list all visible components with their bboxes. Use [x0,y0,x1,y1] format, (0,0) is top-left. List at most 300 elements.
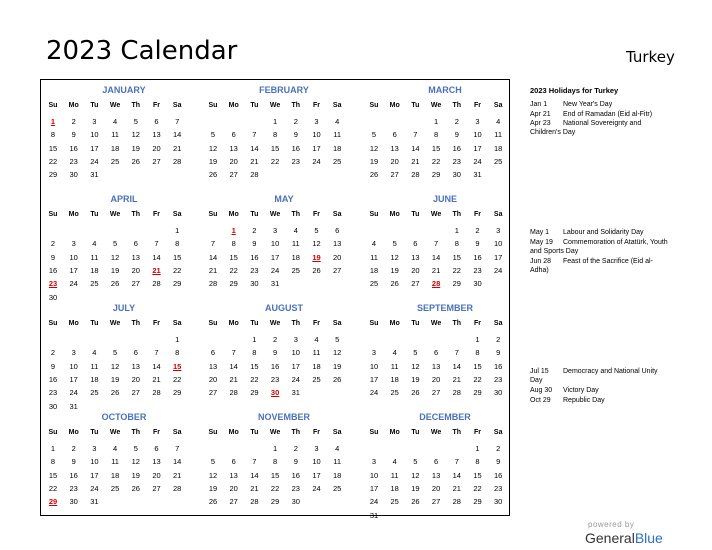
calendar-day: 23 [69,483,78,493]
calendar-day: 18 [494,143,503,153]
month-title: JUNE [432,194,457,204]
calendar-day: 13 [229,470,238,480]
calendar-day: 12 [208,470,218,480]
calendar-day: 8 [50,457,56,467]
calendar-day: 30 [494,497,503,507]
calendar-day: 17 [494,252,503,262]
calendar-day: 30 [250,279,259,289]
calendar-day: 2 [273,335,278,344]
calendar-day: 31 [90,497,99,507]
calendar-day: 20 [152,470,161,480]
weekday-header: We [430,211,442,218]
weekday-header: Su [369,102,379,109]
calendar-day: 24 [312,483,321,493]
calendar-day: 22 [48,156,58,166]
calendar-day: 19 [411,483,420,493]
calendar-day: 6 [413,239,418,249]
calendar-day: 23 [48,388,58,398]
calendar-day: 14 [452,470,461,480]
calendar-day: 26 [333,374,342,384]
calendar-day: 22 [48,483,58,493]
calendar-day: 24 [494,265,503,275]
calendar-day: 7 [413,130,418,140]
month-title: AUGUST [265,303,303,313]
calendar-day: 11 [390,470,399,480]
calendar-day: 24 [90,483,99,493]
calendar-day: 12 [333,348,342,358]
calendar-day: 4 [92,239,97,249]
weekday-header: Su [369,211,379,218]
calendar-day: 4 [314,335,319,344]
calendar-day: 22 [250,374,259,384]
calendar-day: 6 [154,117,159,126]
calendar-day: 14 [452,361,461,371]
calendar-day: 31 [69,401,78,411]
weekday-header: Th [452,320,462,327]
calendar-day: 2 [496,335,501,344]
weekday-header: Tu [411,320,420,327]
calendar-day: 20 [229,483,238,493]
weekday-header: Su [369,320,379,327]
calendar-day: 22 [431,156,441,166]
month-december [370,412,520,520]
month-title: JULY [112,303,136,313]
weekday-header: Th [452,211,462,218]
weekday-header: We [430,429,442,436]
holiday-entry [530,238,670,256]
calendar-day: 15 [473,361,482,371]
weekday-header: Th [452,102,462,109]
calendar-day: 5 [210,130,216,140]
weekday-header: Tu [90,211,99,218]
holiday-name: Victory Day [563,387,599,395]
month-august [209,303,359,411]
calendar-day: 30 [48,292,58,302]
calendar-day: 28 [173,156,182,166]
calendar-day: 3 [71,239,76,249]
holiday-day: 21 [152,265,161,275]
calendar-day: 20 [152,143,161,153]
calendar-day: 24 [369,388,379,398]
calendar-day: 2 [496,444,501,453]
weekday-header: Tu [250,102,259,109]
calendar-day: 1 [252,335,257,344]
calendar-day: 17 [312,143,321,153]
weekday-header: Th [291,102,301,109]
holiday-date: Aug 30 [530,387,553,395]
calendar-day: 13 [152,457,161,467]
calendar-day: 17 [312,470,321,480]
calendar-day: 11 [111,457,119,467]
calendar-day: 6 [133,348,138,358]
calendar-day: 27 [431,497,441,507]
calendar-day: 25 [90,279,99,289]
calendar-day: 15 [229,252,238,262]
calendar-day: 16 [250,252,259,262]
calendar-day: 11 [494,130,503,140]
calendar-day: 14 [229,361,238,371]
holiday-day: 1 [50,117,56,126]
calendar-day: 15 [250,361,259,371]
holiday-day: 19 [312,252,321,262]
holiday-name: Labour and Solidarity Day [563,229,644,236]
calendar-day: 23 [494,483,503,493]
calendar-day: 13 [208,361,218,371]
calendar-day: 26 [208,170,218,180]
calendar-day: 1 [175,226,180,235]
calendar-day: 19 [110,265,120,275]
month-title: OCTOBER [101,412,147,422]
calendar-day: 3 [71,348,76,358]
calendar-day: 10 [90,130,99,140]
calendar-day: 9 [50,252,56,262]
calendar-day: 10 [291,348,300,358]
calendar-day: 31 [369,510,379,520]
calendar-day: 14 [152,361,161,371]
weekday-header: Su [208,320,218,327]
holiday-day: 30 [270,388,280,398]
calendar-day: 18 [110,143,120,153]
weekday-header: Fr [474,211,481,218]
calendar-day: 29 [250,388,259,398]
calendar-day: 16 [291,143,300,153]
weekday-header: Tu [411,429,420,436]
calendar-day: 31 [270,279,280,289]
calendar-day: 3 [371,457,377,467]
weekday-header: Mo [228,102,239,109]
calendar-day: 17 [69,265,78,275]
weekday-header: Tu [250,320,259,327]
calendar-day: 2 [293,444,298,453]
calendar-day: 28 [250,497,259,507]
calendar-day: 21 [152,374,161,384]
calendar-day: 7 [252,130,257,140]
calendar-day: 25 [390,497,399,507]
holiday-name: Feast of the Sacrifice (Eid al-Adha) [530,257,653,274]
calendar-day: 13 [229,143,238,153]
calendar-day: 13 [431,361,441,371]
month-september [370,303,520,411]
calendar-day: 18 [390,374,399,384]
calendar-day: 21 [452,483,461,493]
calendar-day: 13 [131,252,140,262]
calendar-day: 28 [250,170,259,180]
calendar-day: 16 [48,265,58,275]
weekday-header: Th [291,211,301,218]
calendar-day: 20 [411,265,420,275]
calendar-day: 4 [371,239,377,249]
weekday-header: Th [291,320,301,327]
holiday-name: End of Ramadan (Eid al-Fitr) [563,110,653,118]
calendar-day: 22 [270,483,280,493]
calendar-day: 8 [434,130,439,140]
calendar-day: 9 [496,457,501,467]
calendar-day: 30 [69,497,78,507]
calendar-day: 9 [252,239,257,249]
holiday-day: 15 [173,361,182,371]
calendar-day: 1 [175,335,180,344]
month-may [209,194,359,302]
calendar-day: 29 [431,170,441,180]
calendar-day: 12 [131,457,140,467]
calendar-day: 19 [333,361,342,371]
calendar-day: 25 [110,483,120,493]
calendar-day: 5 [392,239,397,249]
calendar-day: 25 [494,156,503,166]
calendar-day: 15 [173,252,182,262]
calendar-day: 23 [250,265,259,275]
calendar-day: 12 [411,361,420,371]
calendar-day: 9 [454,130,459,140]
calendar-day: 25 [291,265,300,275]
month-title: JANUARY [102,85,146,95]
page-title: 2023 Calendar [46,36,238,66]
calendar-day: 28 [173,483,182,493]
calendar-day: 10 [312,457,321,467]
calendar-day: 21 [411,156,420,166]
calendar-day: 3 [496,226,501,235]
weekday-header: Mo [68,429,79,436]
calendar-day: 7 [175,117,180,126]
weekday-header: Su [208,102,218,109]
calendar-day: 9 [293,457,298,467]
calendar-day: 27 [229,497,238,507]
calendar-day: 25 [390,388,399,398]
calendar-day: 18 [312,361,321,371]
weekday-header: Mo [228,211,239,218]
calendar-day: 8 [475,348,480,358]
month-april [49,194,199,302]
calendar-day: 5 [413,348,418,358]
calendar-day: 6 [434,457,439,467]
calendar-day: 26 [110,279,120,289]
calendar-day: 18 [110,470,120,480]
weekday-header: Fr [474,320,481,327]
brand-blue: Blue [634,530,663,546]
holiday-entry [530,386,670,395]
calendar-day: 27 [152,156,161,166]
calendar-day: 11 [90,361,99,371]
weekday-header: Su [48,429,58,436]
calendar-day: 5 [371,130,377,140]
holiday-date: Apr 21 [530,110,551,118]
brand-general: General [585,530,635,546]
calendar-day: 28 [152,388,161,398]
month-title: DECEMBER [419,412,471,422]
weekday-header: Sa [493,102,503,109]
weekday-header: We [430,102,442,109]
calendar-day: 8 [175,348,180,358]
calendar-day: 4 [392,348,397,358]
calendar-day: 2 [454,117,459,126]
calendar-day: 23 [291,483,300,493]
calendar-day: 9 [71,130,76,140]
weekday-header: Tu [90,102,99,109]
calendar-day: 24 [369,497,379,507]
calendar-day: 24 [270,265,280,275]
month-title: MAY [274,194,294,204]
calendar-day: 17 [90,470,99,480]
calendar-day: 3 [314,117,319,126]
weekday-header: Su [208,429,218,436]
calendar-day: 15 [431,143,441,153]
calendar-day: 4 [392,457,397,467]
weekday-header: We [269,320,281,327]
calendar-day: 12 [411,470,420,480]
calendar-day: 21 [229,374,238,384]
calendar-day: 16 [494,361,503,371]
weekday-header: We [269,429,281,436]
calendar-day: 16 [473,252,482,262]
calendar-day: 9 [475,239,480,249]
holiday-entry [530,228,670,237]
weekday-header: Su [369,429,379,436]
calendar-day: 25 [110,156,120,166]
calendar-day: 7 [231,348,236,358]
weekday-header: Sa [172,429,182,436]
calendar-day: 14 [250,143,259,153]
calendar-day: 3 [475,117,480,126]
calendar-day: 6 [133,239,138,249]
calendar-day: 7 [154,348,159,358]
calendar-day: 22 [229,265,238,275]
calendar-day: 29 [173,279,182,289]
holiday-entry [530,396,670,405]
calendar-day: 30 [69,170,78,180]
calendar-day: 13 [390,143,399,153]
calendar-day: 12 [369,143,379,153]
calendar-day: 23 [494,374,503,384]
weekday-header: Mo [389,102,400,109]
weekday-header: Th [131,102,141,109]
calendar-day: 5 [210,457,216,467]
calendar-day: 13 [333,239,342,249]
calendar-day: 29 [270,497,280,507]
weekday-header: We [109,320,121,327]
calendar-day: 3 [273,226,278,235]
calendar-day: 7 [454,348,459,358]
holiday-day: 23 [48,279,58,289]
holiday-name: New Year's Day [563,101,613,108]
calendar-day: 6 [434,348,439,358]
calendar-day: 2 [252,226,257,235]
holiday-day: 29 [48,497,58,507]
calendar-day: 23 [452,156,461,166]
weekday-header: Sa [493,429,503,436]
calendar-day: 16 [69,470,78,480]
calendar-day: 28 [208,279,218,289]
weekday-header: Sa [332,429,342,436]
calendar-day: 22 [270,156,280,166]
calendar-day: 28 [411,170,420,180]
weekday-header: We [269,102,281,109]
weekday-header: Th [452,429,462,436]
brand-logo[interactable] [585,530,663,546]
calendar-day: 13 [431,470,441,480]
calendar-day: 22 [473,374,482,384]
holiday-name: National Sovereignty and Children's Day [530,120,642,137]
calendar-day: 29 [48,170,58,180]
calendar-day: 30 [473,279,482,289]
calendar-day: 4 [293,226,298,235]
calendar-day: 2 [71,117,76,126]
weekday-header: Mo [389,211,400,218]
calendar-day: 20 [431,483,441,493]
holiday-name: Republic Day [563,396,605,404]
calendar-day: 4 [496,117,501,126]
weekday-header: Fr [313,320,320,327]
calendar-day: 4 [113,117,118,126]
calendar-day: 4 [113,444,118,453]
calendar-day: 7 [210,239,216,249]
calendar-day: 9 [71,457,76,467]
calendar-day: 18 [291,252,300,262]
weekday-header: Mo [389,429,400,436]
calendar-day: 20 [131,374,140,384]
calendar-day: 9 [273,348,278,358]
weekday-header: Sa [332,211,342,218]
calendar-day: 6 [154,444,159,453]
calendar-day: 8 [475,457,480,467]
calendar-day: 23 [291,156,300,166]
holiday-day: 28 [431,279,441,289]
calendar-day: 2 [71,444,76,453]
calendar-day: 17 [270,252,280,262]
weekday-header: Th [291,429,301,436]
calendar-day: 7 [252,457,257,467]
calendar-day: 26 [369,170,379,180]
weekday-header: Fr [313,211,320,218]
weekday-header: Mo [228,320,239,327]
calendar-day: 19 [411,374,420,384]
weekday-header: We [109,102,121,109]
month-november [209,412,359,520]
calendar-day: 15 [48,470,58,480]
calendar-grid [40,79,510,520]
calendar-day: 26 [390,279,399,289]
calendar-day: 11 [390,361,399,371]
month-july [49,303,199,411]
calendar-day: 10 [270,239,280,249]
calendar-day: 12 [110,252,120,262]
calendar-day: 16 [270,361,280,371]
calendar-day: 3 [371,348,377,358]
calendar-day: 11 [90,252,99,262]
calendar-day: 16 [69,143,78,153]
holiday-entry [530,100,670,109]
calendar-day: 8 [175,239,180,249]
calendar-day: 24 [90,156,99,166]
month-title: SEPTEMBER [416,303,473,313]
weekday-header: Fr [474,102,481,109]
calendar-day: 10 [369,470,379,480]
month-october [49,412,199,520]
calendar-day: 14 [411,143,420,153]
calendar-day: 5 [113,348,118,358]
calendar-day: 26 [411,497,420,507]
weekday-header: Su [208,211,218,218]
calendar-day: 18 [333,143,342,153]
weekday-header: Mo [68,320,79,327]
calendar-day: 6 [231,457,236,467]
calendar-day: 10 [69,252,78,262]
holiday-date: May 19 [530,238,553,246]
calendar-day: 9 [50,361,56,371]
calendar-day: 21 [452,374,461,384]
holiday-date: Apr 23 [530,120,551,128]
calendar-day: 30 [48,401,58,411]
calendar-day: 14 [208,252,218,262]
